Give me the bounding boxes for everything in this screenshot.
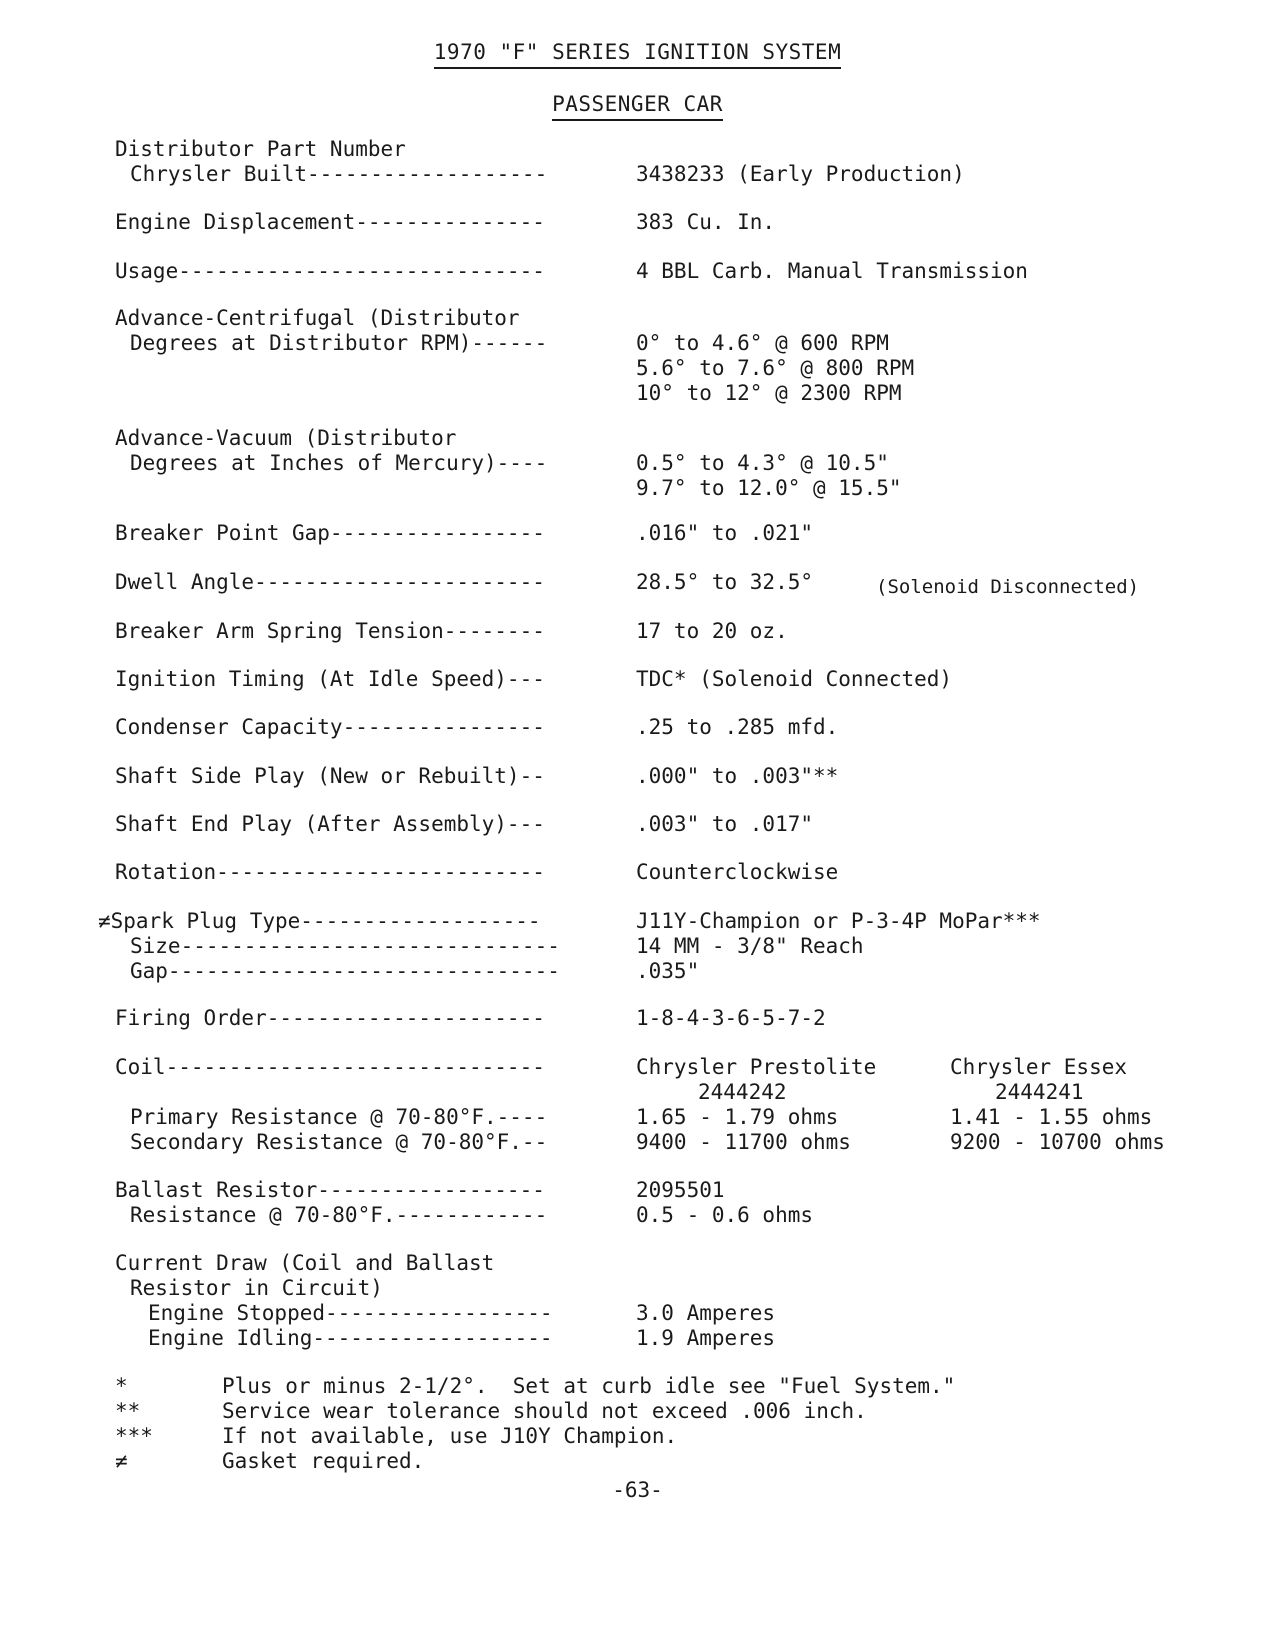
- page-title: 1970 "F" SERIES IGNITION SYSTEM: [0, 40, 1275, 64]
- page-subtitle: PASSENGER CAR: [0, 92, 1275, 116]
- side-play-value: .000" to .003"**: [636, 764, 839, 788]
- footnote-text: Service wear tolerance should not exceed .006 inch.: [222, 1399, 867, 1423]
- condenser-value: .25 to .285 mfd.: [636, 715, 839, 739]
- footnote-mark: ***: [115, 1424, 153, 1448]
- vacuum-value: 0.5° to 4.3° @ 10.5": [636, 451, 889, 475]
- centrifugal-label-1: Advance-Centrifugal (Distributor: [115, 306, 520, 330]
- rotation-value: Counterclockwise: [636, 860, 839, 884]
- current-stopped-label: Engine Stopped------------------: [148, 1301, 553, 1325]
- coil-col1-name: Chrysler Prestolite: [636, 1055, 877, 1079]
- coil-primary-label: Primary Resistance @ 70-80°F.----: [130, 1105, 548, 1129]
- coil-secondary-label: Secondary Resistance @ 70-80°F.--: [130, 1130, 548, 1154]
- timing-value: TDC* (Solenoid Connected): [636, 667, 953, 691]
- side-play-label: Shaft Side Play (New or Rebuilt)--: [115, 764, 545, 788]
- spark-plug-label: ≠Spark Plug Type-------------------: [98, 909, 541, 933]
- spark-plug-size-label: Size------------------------------: [130, 934, 560, 958]
- coil-secondary-col1: 9400 - 11700 ohms: [636, 1130, 851, 1154]
- current-idling-value: 1.9 Amperes: [636, 1326, 776, 1350]
- dwell-label: Dwell Angle-----------------------: [115, 570, 545, 594]
- timing-label: Ignition Timing (At Idle Speed)---: [115, 667, 545, 691]
- centrifugal-label-2: Degrees at Distributor RPM)------: [130, 331, 548, 355]
- spark-plug-gap-label: Gap-------------------------------: [130, 959, 560, 983]
- footnote-text: Gasket required.: [222, 1449, 425, 1473]
- current-label-2: Resistor in Circuit): [130, 1276, 383, 1300]
- coil-primary-col2: 1.41 - 1.55 ohms: [950, 1105, 1153, 1129]
- page-number: -63-: [612, 1478, 663, 1502]
- ballast-resistance-value: 0.5 - 0.6 ohms: [636, 1203, 814, 1227]
- footnote-mark: ≠: [115, 1449, 128, 1473]
- breaker-gap-value: .016" to .021": [636, 521, 814, 545]
- centrifugal-value: 0° to 4.6° @ 600 RPM: [636, 331, 889, 355]
- footnote-mark: **: [115, 1399, 141, 1423]
- rotation-label: Rotation--------------------------: [115, 860, 545, 884]
- current-idling-label: Engine Idling-------------------: [148, 1326, 553, 1350]
- ballast-resistance-label: Resistance @ 70-80°F.------------: [130, 1203, 548, 1227]
- distributor-heading: Distributor Part Number: [115, 137, 406, 161]
- centrifugal-value: 5.6° to 7.6° @ 800 RPM: [636, 356, 915, 380]
- coil-label: Coil------------------------------: [115, 1055, 545, 1079]
- breaker-gap-label: Breaker Point Gap-----------------: [115, 521, 545, 545]
- spring-value: 17 to 20 oz.: [636, 619, 788, 643]
- vacuum-label-1: Advance-Vacuum (Distributor: [115, 426, 457, 450]
- end-play-value: .003" to .017": [636, 812, 814, 836]
- current-label-1: Current Draw (Coil and Ballast: [115, 1251, 495, 1275]
- footnote-mark: *: [115, 1374, 128, 1398]
- spring-label: Breaker Arm Spring Tension--------: [115, 619, 545, 643]
- vacuum-value: 9.7° to 12.0° @ 15.5": [636, 476, 902, 500]
- ballast-label: Ballast Resistor------------------: [115, 1178, 545, 1202]
- end-play-label: Shaft End Play (After Assembly)---: [115, 812, 545, 836]
- footnote-text: If not available, use J10Y Champion.: [222, 1424, 678, 1448]
- dwell-value: 28.5° to 32.5°: [636, 570, 814, 594]
- coil-secondary-col2: 9200 - 10700 ohms: [950, 1130, 1165, 1154]
- usage-label: Usage-----------------------------: [115, 259, 545, 283]
- footnote-text: Plus or minus 2-1/2°. Set at curb idle see "Fuel System.": [222, 1374, 956, 1398]
- spark-plug-gap-value: .035": [636, 959, 700, 983]
- coil-col2-name: Chrysler Essex: [950, 1055, 1128, 1079]
- condenser-label: Condenser Capacity----------------: [115, 715, 545, 739]
- dwell-note: (Solenoid Disconnected): [876, 576, 1140, 598]
- displacement-value: 383 Cu. In.: [636, 210, 776, 234]
- usage-value: 4 BBL Carb. Manual Transmission: [636, 259, 1028, 283]
- coil-col1-part: 2444242: [698, 1080, 787, 1104]
- spark-plug-size-value: 14 MM - 3/8" Reach: [636, 934, 864, 958]
- coil-primary-col1: 1.65 - 1.79 ohms: [636, 1105, 839, 1129]
- firing-order-label: Firing Order----------------------: [115, 1006, 545, 1030]
- centrifugal-value: 10° to 12° @ 2300 RPM: [636, 381, 902, 405]
- ballast-value: 2095501: [636, 1178, 725, 1202]
- coil-col2-part: 2444241: [995, 1080, 1084, 1104]
- firing-order-value: 1-8-4-3-6-5-7-2: [636, 1006, 826, 1030]
- current-stopped-value: 3.0 Amperes: [636, 1301, 776, 1325]
- distributor-value: 3438233 (Early Production): [636, 162, 965, 186]
- spark-plug-value: J11Y-Champion or P-3-4P MoPar***: [636, 909, 1041, 933]
- distributor-label: Chrysler Built-------------------: [130, 162, 548, 186]
- displacement-label: Engine Displacement---------------: [115, 210, 545, 234]
- vacuum-label-2: Degrees at Inches of Mercury)----: [130, 451, 548, 475]
